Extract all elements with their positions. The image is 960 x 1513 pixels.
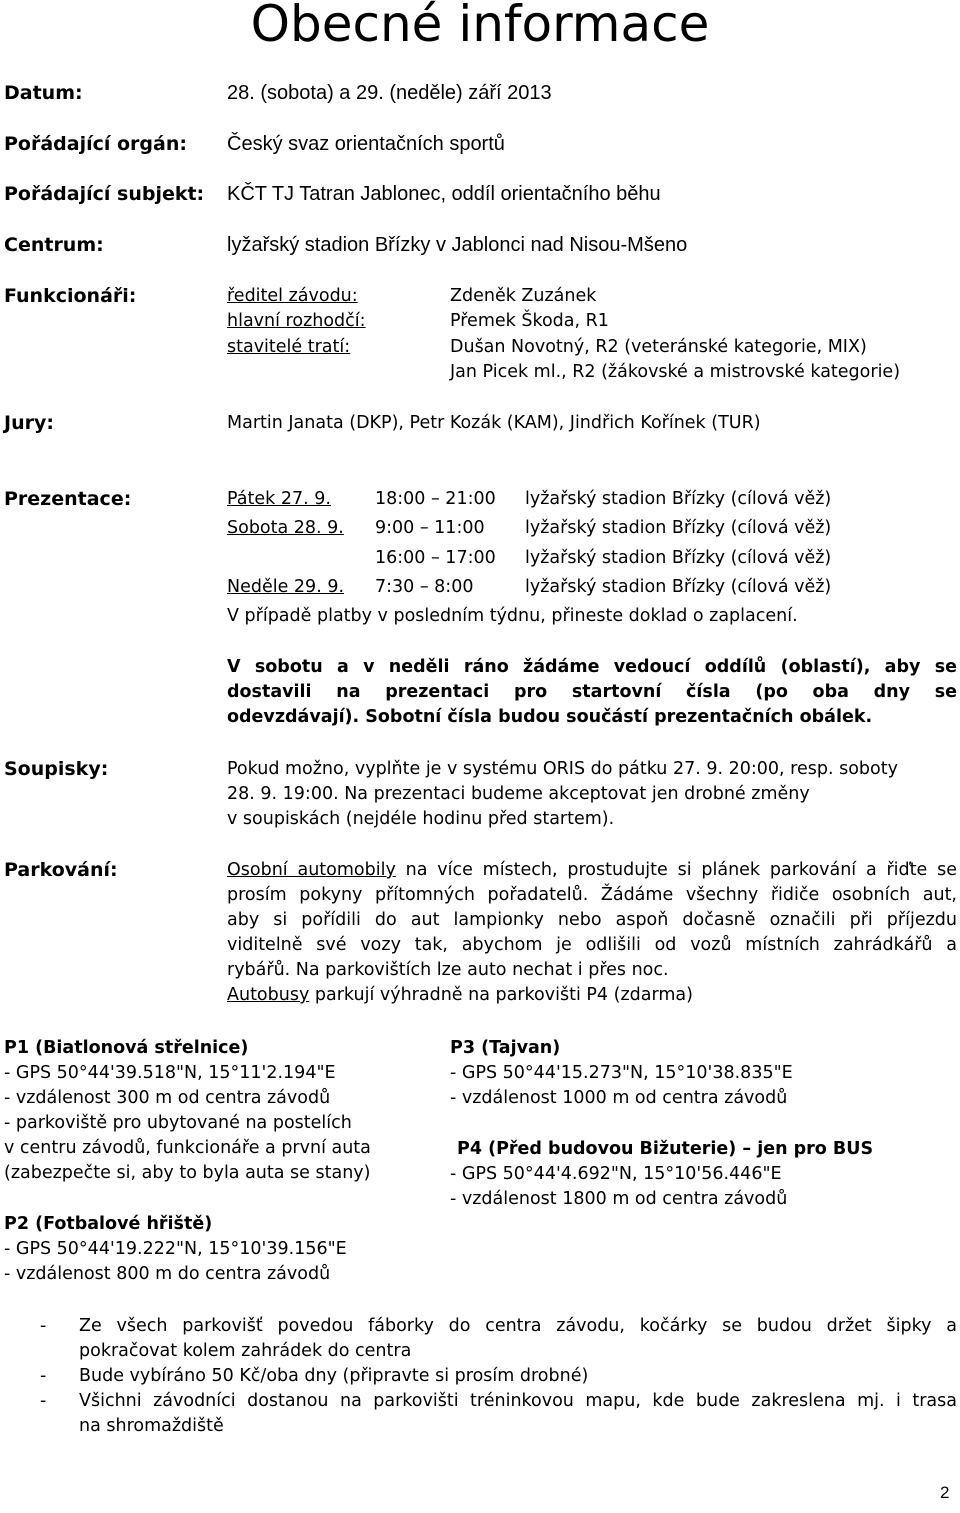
lot-p4-distance: - vzdálenost 1800 m od centra závodů xyxy=(450,1189,788,1209)
bullet-1-line-2: pokračovat kolem zahrádek do centra xyxy=(79,1341,412,1361)
lot-p1-title: P1 (Biatlonová střelnice) xyxy=(4,1038,249,1058)
bullet-dash-3: - xyxy=(40,1391,47,1411)
parking-line-3: aby si pořídili do aut lampionky nebo aspoň dočasně označili při příjezdu xyxy=(227,910,957,930)
parking-line-1 xyxy=(227,858,957,883)
bullet-3-line-1: Všichni závodníci dostanou na parkovišti tréninkovou mapu, kde bude zakreslena mj. i trasa xyxy=(79,1391,957,1411)
bullet-item-2 xyxy=(79,1364,588,1389)
datum-label: Datum: xyxy=(4,82,83,104)
presentation-day-sunday: Neděle 29. 9. xyxy=(227,577,345,597)
lot-p2-distance: - vzdálenost 800 m do centra závodů xyxy=(4,1264,331,1284)
bold-notice-line-2: dostavili na prezentaci pro startovní čísla (po oba dny se xyxy=(227,682,957,702)
lot-p1-gps: - GPS 50°44'39.518"N, 15°11'2.194"E xyxy=(4,1063,336,1083)
lot-p4-gps: - GPS 50°44'4.692"N, 15°10'56.446"E xyxy=(450,1164,782,1184)
parking-label: Parkování: xyxy=(4,859,118,881)
official-name-referee: Přemek Škoda, R1 xyxy=(450,311,609,331)
lot-p1-note-2: v centru závodů, funkcionáře a první auta xyxy=(4,1138,371,1158)
lot-p1-note-1: - parkoviště pro ubytované na postelích xyxy=(4,1113,352,1133)
presentation-bold-notice xyxy=(227,655,957,730)
lot-p3-distance: - vzdálenost 1000 m od centra závodů xyxy=(450,1088,788,1108)
presentation-place-saturday-pm: lyžařský stadion Břízky (cílová věž) xyxy=(525,548,832,568)
presentation-time-saturday-pm: 16:00 – 17:00 xyxy=(375,548,496,568)
presentation-day-friday: Pátek 27. 9. xyxy=(227,489,331,509)
lot-p2 xyxy=(4,1212,347,1287)
jury-label: Jury: xyxy=(4,412,54,434)
parking-text xyxy=(227,858,957,1008)
presentation-time-friday: 18:00 – 21:00 xyxy=(375,489,496,509)
subjekt-value: KČT TJ Tatran Jablonec, oddíl orientačního běhu xyxy=(227,183,661,205)
soupisky-line-1: Pokud možno, vyplňte je v systému ORIS do pátku 27. 9. 20:00, resp. soboty xyxy=(227,759,898,779)
presentation-day-saturday: Sobota 28. 9. xyxy=(227,518,344,538)
soupisky-text xyxy=(227,757,957,832)
presentation-payment-note: V případě platby v posledním týdnu, přineste doklad o zaplacení. xyxy=(227,606,798,626)
organ-value: Český svaz orientačních sportů xyxy=(227,133,505,155)
page-title: Obecné informace xyxy=(250,0,710,53)
official-role-referee: hlavní rozhodčí: xyxy=(227,311,366,331)
centrum-label: Centrum: xyxy=(4,234,104,256)
lot-p3-title: P3 (Tajvan) xyxy=(450,1038,561,1058)
presentation-time-saturday-am: 9:00 – 11:00 xyxy=(375,518,485,538)
bullet-1-line-1: Ze všech parkovišť povedou fáborky do centra závodu, kočárky se budou držet šipky a xyxy=(79,1316,957,1336)
lot-p2-title: P2 (Fotbalové hřiště) xyxy=(4,1214,213,1234)
official-role-director: ředitel závodu: xyxy=(227,286,358,306)
lot-p1 xyxy=(4,1036,371,1186)
bold-notice-line-1: V sobotu a v neděli ráno žádáme vedoucí oddílů (oblastí), aby se xyxy=(227,657,957,677)
page-number: 2 xyxy=(940,1483,950,1502)
presentation-place-sunday: lyžařský stadion Břízky (cílová věž) xyxy=(525,577,832,597)
official-name-course-setter-2: Jan Picek ml., R2 (žákovské a mistrovské kategorie) xyxy=(450,362,901,382)
bold-notice-line-3: odevzdávají). Sobotní čísla budou součástí prezentačních obálek. xyxy=(227,707,873,727)
presentation-time-sunday: 7:30 – 8:00 xyxy=(375,577,474,597)
bullet-2-line-1: Bude vybíráno 50 Kč/oba dny (připravte si prosím drobné) xyxy=(79,1366,589,1386)
bullet-item-1 xyxy=(79,1314,957,1364)
datum-value: 28. (sobota) a 29. (neděle) září 2013 xyxy=(227,82,552,104)
lot-p3-gps: - GPS 50°44'15.273"N, 15°10'38.835"E xyxy=(450,1063,793,1083)
centrum-value: lyžařský stadion Břízky v Jablonci nad Nisou-Mšeno xyxy=(227,234,688,256)
bullet-dash-1: - xyxy=(40,1316,47,1336)
subjekt-label: Pořádající subjekt: xyxy=(4,183,205,205)
lot-p4-title: P4 (Před budovou Bižuterie) – jen pro BUS xyxy=(457,1139,874,1159)
official-name-director: Zdeněk Zuzánek xyxy=(450,286,597,306)
bullet-item-3 xyxy=(79,1389,957,1439)
presentation-place-friday: lyžařský stadion Břízky (cílová věž) xyxy=(525,489,832,509)
official-role-course-setters: stavitelé tratí: xyxy=(227,337,351,357)
bus-link[interactable]: Autobusy xyxy=(227,985,310,1005)
lot-p3 xyxy=(450,1036,793,1111)
parking-line-2: prosím pokyny přítomných pořadatelů. Žádáme všechny řidiče osobních aut, xyxy=(227,885,957,905)
presentation-place-saturday-am: lyžařský stadion Břízky (cílová věž) xyxy=(525,518,832,538)
bullet-3-line-2: na shromaždiště xyxy=(79,1416,224,1436)
soupisky-line-2: 28. 9. 19:00. Na prezentaci budeme akceptovat jen drobné změny xyxy=(227,784,810,804)
organ-label: Pořádající orgán: xyxy=(4,133,187,155)
cars-link[interactable]: Osobní automobily xyxy=(227,860,396,880)
parking-line-5: rybářů. Na parkovištích lze auto nechat i přes noc. xyxy=(227,960,669,980)
lot-p2-gps: - GPS 50°44'19.222"N, 15°10'39.156"E xyxy=(4,1239,347,1259)
bullet-dash-2: - xyxy=(40,1366,47,1386)
lot-p4 xyxy=(450,1137,873,1212)
officials-label: Funkcionáři: xyxy=(4,285,137,307)
parking-bus-line xyxy=(227,983,957,1008)
jury-value: Martin Janata (DKP), Petr Kozák (KAM), Jindřich Kořínek (TUR) xyxy=(227,413,761,433)
official-name-course-setter-1: Dušan Novotný, R2 (veteránské kategorie, MIX) xyxy=(450,337,867,357)
lot-p1-note-3: (zabezpečte si, aby to byla auta se stany) xyxy=(4,1163,371,1183)
parking-bus-rest: parkují výhradně na parkovišti P4 (zdarma) xyxy=(309,985,693,1005)
parking-line-4: viditelně své vozy tak, abychom je odlišili od vozů místních zahrádkářů a xyxy=(227,935,957,955)
presentation-label: Prezentace: xyxy=(4,488,132,510)
lot-p1-distance: - vzdálenost 300 m od centra závodů xyxy=(4,1088,331,1108)
soupisky-label: Soupisky: xyxy=(4,758,109,780)
soupisky-line-3: v soupiskách (nejdéle hodinu před startem). xyxy=(227,809,615,829)
parking-line-1-rest: na více místech, prostudujte si plánek parkování a řiďte se xyxy=(395,860,957,880)
